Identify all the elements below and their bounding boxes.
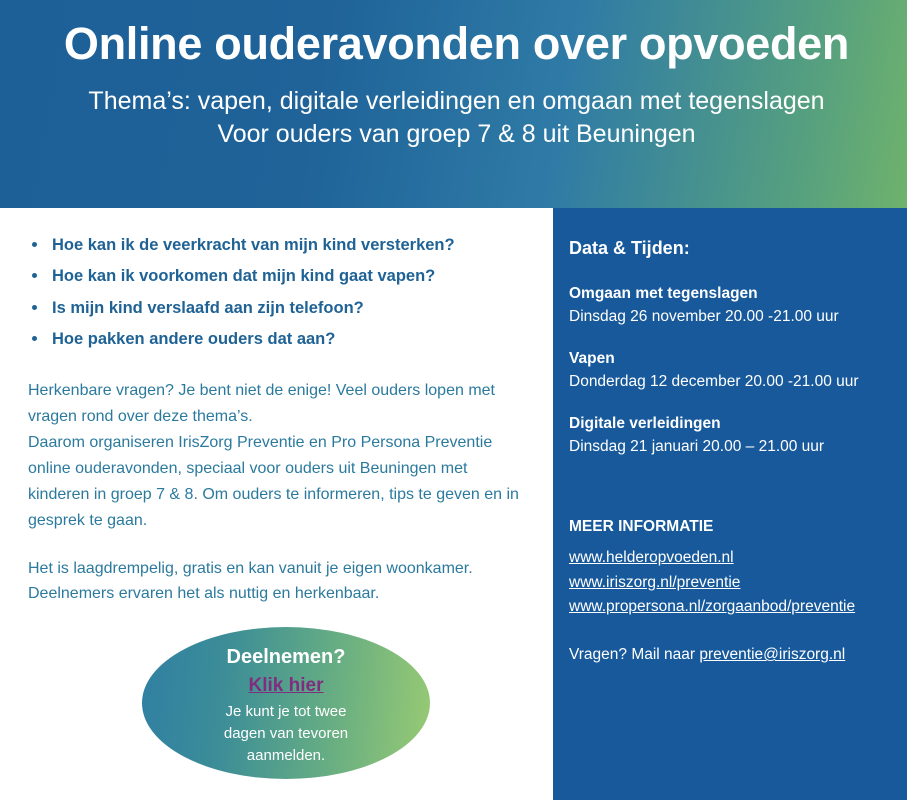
schedule-heading: Data & Tijden:: [569, 238, 690, 258]
signup-note: [142, 701, 430, 766]
signup-link[interactable]: Klik hier: [248, 675, 324, 696]
list-item: Hoe kan ik de veerkracht van mijn kind versterken?: [28, 234, 520, 256]
session-item: [569, 348, 889, 393]
list-item: Is mijn kind verslaafd aan zijn telefoon?: [28, 297, 520, 319]
signup-note-line2: dagen van tevoren: [223, 724, 349, 742]
website-link[interactable]: www.helderopvoeden.nl: [569, 548, 734, 566]
schedule-panel: [553, 208, 907, 800]
email-link[interactable]: preventie@iriszorg.nl: [699, 646, 846, 664]
session-item: [569, 413, 889, 458]
body-text: [28, 378, 520, 607]
list-item: Hoe pakken andere ouders dat aan?: [28, 328, 520, 350]
website-link[interactable]: www.iriszorg.nl/preventie: [569, 573, 741, 591]
signup-title: Deelnemen?: [226, 646, 346, 668]
page-title: Online ouderavonden over opvoeden: [63, 18, 850, 69]
body-paragraph-2: Daarom organiseren IrisZorg Preventie en Pro Persona Preventie online ouderavonden, speciaal voor ouders uit Beuningen met kinderen in groep 7 & 8. Om ouders te informeren, tips te geven en in gesprek te gaan.: [28, 433, 519, 529]
poster-header: [0, 0, 907, 208]
list-item: Hoe kan ik voorkomen dat mijn kind gaat vapen?: [28, 265, 520, 287]
session-time: Dinsdag 21 januari 20.00 – 21.00 uur: [569, 437, 825, 455]
signup-note-line3: aanmelden.: [246, 746, 326, 764]
website-link[interactable]: www.propersona.nl/zorgaanbod/preventie: [569, 598, 856, 616]
header-subtitle-line2: Voor ouders van groep 7 & 8 uit Beuningen: [217, 120, 696, 149]
body-paragraph-3: Het is laagdrempelig, gratis en kan vanuit je eigen woonkamer. Deelnemers ervaren het als nuttig en herkenbaar.: [28, 559, 473, 603]
session-item: [569, 283, 889, 328]
body-paragraph-1: Herkenbare vragen? Je bent niet de enige! Veel ouders lopen met vragen rond over deze thema’s.: [28, 382, 495, 425]
session-title: Omgaan met tegenslagen: [569, 285, 758, 302]
session-time: Donderdag 12 december 20.00 -21.00 uur: [569, 372, 859, 390]
signup-callout[interactable]: [142, 627, 430, 779]
session-time: Dinsdag 26 november 20.00 -21.00 uur: [569, 307, 839, 325]
header-subtitle: [28, 85, 885, 153]
signup-note-line1: Je kunt je tot twee: [225, 703, 347, 720]
more-information-block: [569, 518, 889, 664]
contact-line: [569, 646, 889, 664]
more-information-heading: MEER INFORMATIE: [569, 517, 714, 535]
header-subtitle-line1: Thema’s: vapen, digitale verleidingen en omgaan met tegenslagen: [88, 86, 825, 115]
contact-prefix: Vragen? Mail naar: [569, 646, 700, 664]
question-bullet-list: [28, 234, 520, 350]
session-title: Digitale verleidingen: [569, 414, 721, 432]
session-title: Vapen: [569, 349, 615, 367]
